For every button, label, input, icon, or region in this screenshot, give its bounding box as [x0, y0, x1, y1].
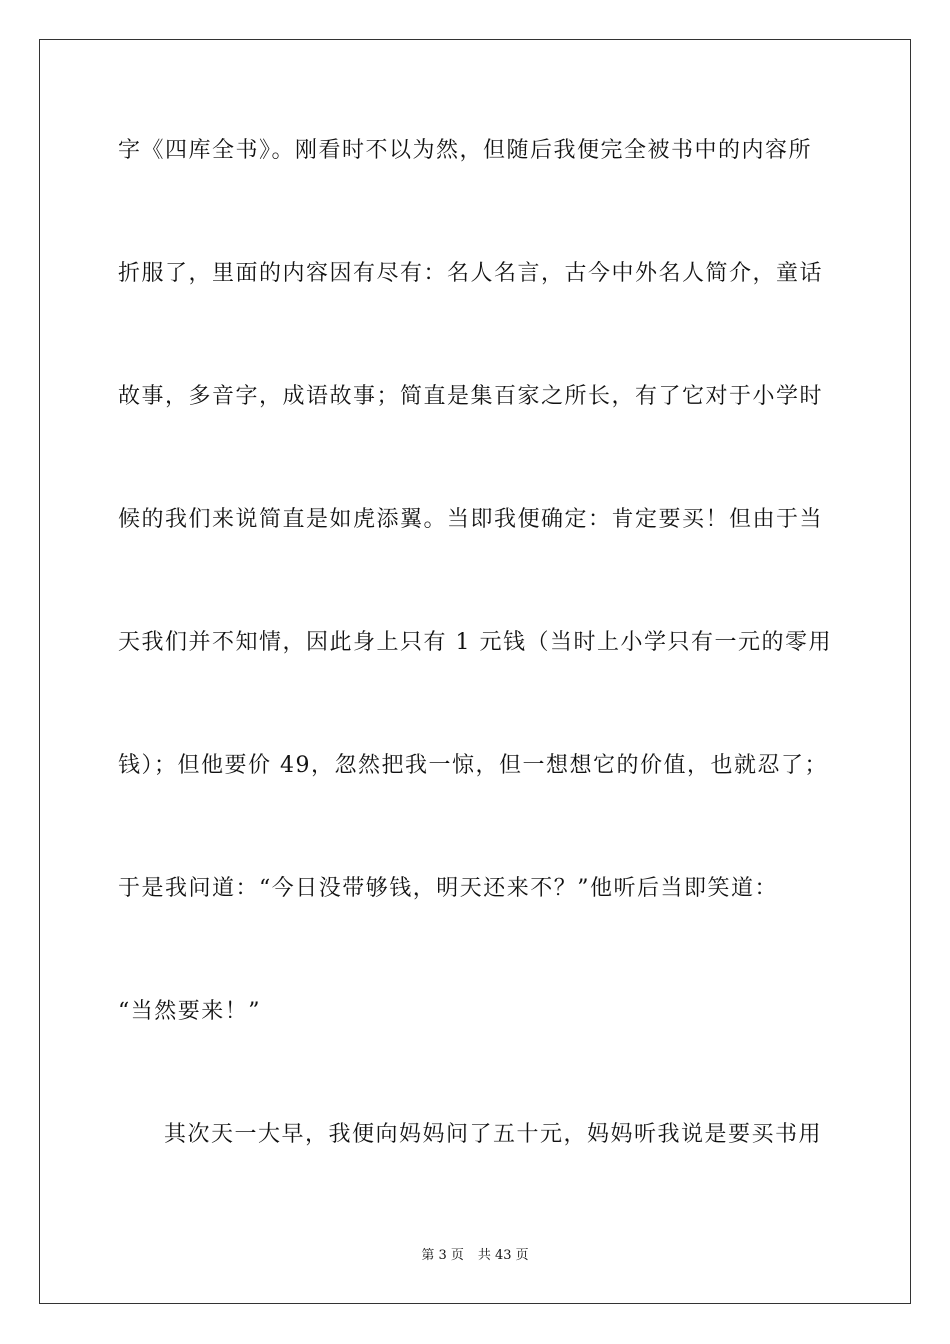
- text-line-3: 故事，多音字，成语故事；简直是集百家之所长，有了它对于小学时: [118, 384, 824, 409]
- text-line-2: 折服了，里面的内容因有尽有：名人名言，古今中外名人简介，童话: [118, 261, 824, 286]
- page-footer: [0, 1247, 950, 1265]
- text-line-5: 天我们并不知情，因此身上只有 1 元钱（当时上小学只有一元的零用: [118, 630, 832, 655]
- text-line-8: “当然要来！”: [118, 999, 261, 1024]
- text-line-9: 其次天一大早，我便向妈妈问了五十元，妈妈听我说是要买书用: [164, 1122, 823, 1147]
- text-line-1: 字《四库全书》。刚看时不以为然，但随后我便完全被书中的内容所: [118, 138, 813, 163]
- text-line-6: 钱）；但他要价 49，忽然把我一惊，但一想想它的价值，也就忍了；: [118, 753, 828, 778]
- text-line-7: 于是我问道：“今日没带够钱，明天还来不？”他听后当即笑道：: [118, 876, 778, 901]
- text-line-4: 候的我们来说简直是如虎添翼。当即我便确定：肯定要买！但由于当: [118, 507, 824, 532]
- page-number: 第 3 页: [421, 1248, 464, 1263]
- page-total: 共 43 页: [477, 1248, 529, 1263]
- page-border: [39, 39, 911, 1304]
